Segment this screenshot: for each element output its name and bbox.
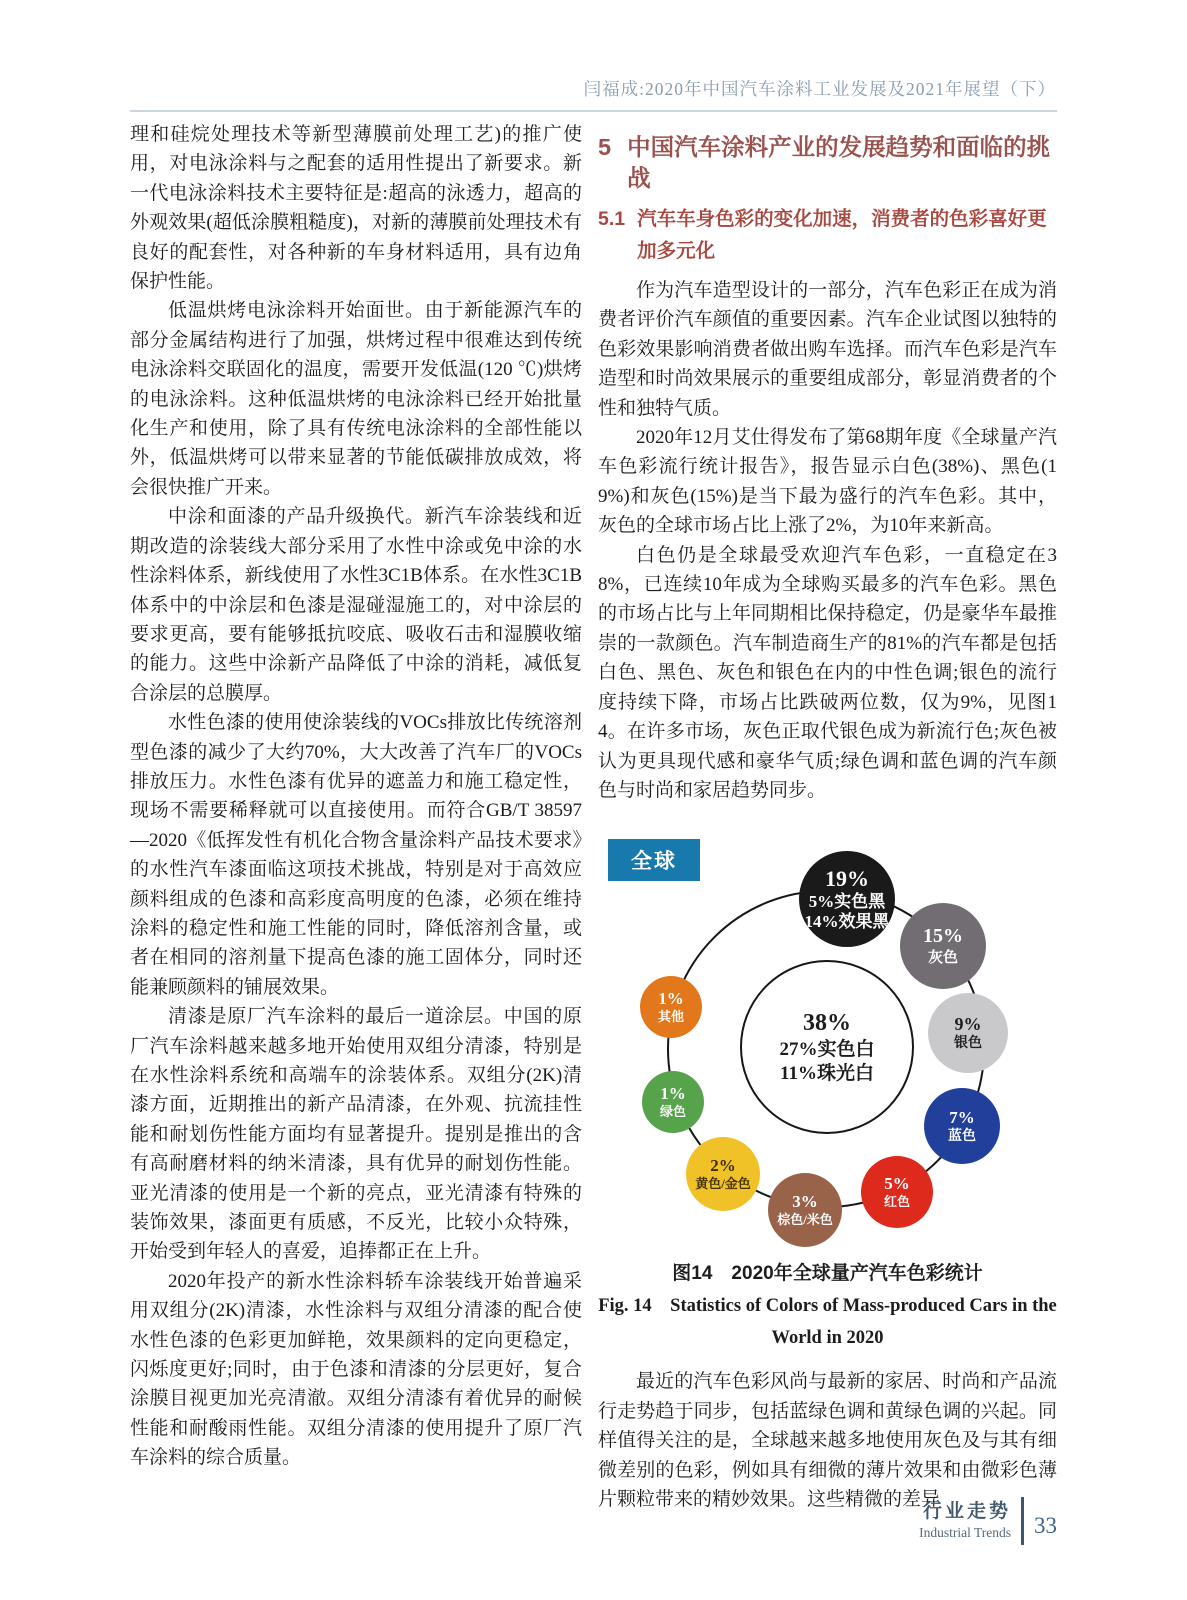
bubble-percent: 3% bbox=[792, 1192, 818, 1212]
subsection-title: 汽车车身色彩的变化加速，消费者的色彩喜好更加多元化 bbox=[637, 208, 1047, 262]
bubble-label: 14%效果黑 bbox=[804, 912, 890, 932]
page-footer bbox=[919, 1497, 1057, 1545]
page-number: 33 bbox=[1034, 1513, 1057, 1538]
paragraph: 中涂和面漆的产品升级换代。新汽车涂装线和近期改造的涂装线大部分采用了水性中涂或免中涂的水性涂料体系，新线使用了水性3C1B体系。在水性3C1B体系中的中涂层和色漆是湿碰湿施工的，对中涂层的要求更高，要有能够抵抗咬底、吸收石击和湿膜收缩的能力。这些中涂新产品降低了中涂的消耗，减低复合涂层的总膜厚。 bbox=[130, 506, 582, 704]
paragraph: 低温烘烤电泳涂料开始面世。由于新能源汽车的部分金属结构进行了加强，烘烤过程中很难达到传统电泳涂料交联固化的温度，需要开发低温(120 ℃)烘烤的电泳涂料。这种低温烘烤的电泳涂料已经开始批量化生产和使用，除了具有传统电泳涂料的全部性能以外，低温烘烤可以带来显著的节能低碳排放成效，将会很快推广开来。 bbox=[130, 300, 582, 498]
footer-section-labels bbox=[919, 1500, 1011, 1542]
subsection-number: 5.1 bbox=[598, 208, 626, 230]
left-column bbox=[130, 120, 582, 1473]
bubble-percent: 7% bbox=[949, 1107, 975, 1127]
color-bubble-3pct bbox=[768, 1173, 842, 1247]
bubble-percent: 15% bbox=[923, 925, 963, 948]
color-bubble-15pct bbox=[900, 903, 986, 989]
figure-caption-en-line2: World in 2020 bbox=[771, 1328, 884, 1349]
color-bubble-1pct bbox=[640, 976, 702, 1038]
paragraph: 2020年12月艾仕得发布了第68期年度《全球量产汽车色彩流行统计报告》，报告显示白色(38%)、黑色(19%)和灰色(15%)是当下最为盛行的汽车色彩。其中，灰色的全球市场占比上涨了2%，为10年来新高。 bbox=[598, 427, 1057, 537]
section-number: 5 bbox=[598, 134, 612, 160]
region-label-global: 全球 bbox=[608, 839, 700, 881]
paragraph: 清漆是原厂汽车涂料的最后一道涂层。中国的原厂汽车涂料越来越多地开始使用双组分清漆，特别是在水性涂料系统和高端车的涂装体系。双组分(2K)清漆方面，近期推出的新产品清漆，在外观、抗流挂性能和耐划伤性能方面均有显著提升。提别是推出的含有高耐磨材料的纳米清漆，具有优异的耐划伤性能。亚光清漆的使用是一个新的亮点，亚光清漆有特殊的装饰效果，漆面更有质感，不反光，比较小众特殊，开始受到年轻人的喜爱，追捧都正在上升。 bbox=[130, 1006, 582, 1263]
paragraph: 2020年投产的新水性涂料轿车涂装线开始普遍采用双组分(2K)清漆，水性涂料与双组分清漆的配合使水性色漆的色彩更加鲜艳，效果颜料的定向更稳定，闪烁度更好;同时，由于色漆和清漆的分层更好，复合涂膜目视更加光亮清澈。双组分清漆有着优异的耐候性能和耐酸雨性能。双组分清漆的使用提升了原厂汽车涂料的综合质量。 bbox=[130, 1270, 582, 1469]
paragraph: 水性色漆的使用使涂装线的VOCs排放比传统溶剂型色漆的减少了大约70%，大大改善了汽车厂的VOCs排放压力。水性色漆有优异的遮盖力和施工稳定性，现场不需要稀释就可以直接使用。而符合GB/T 38597—2020《低挥发性有机化合物含量涂料产品技术要求》的水性汽车漆面临这项技术挑战，特别是对于高效应颜料组成的色漆和高彩度高明度的色漆，必须在维持涂料的稳定性和施工性能的同时，降低溶剂含量，或者在相同的溶剂量下提高色漆的施工固体分，同时还能兼顾颜料的铺展效果。 bbox=[130, 712, 582, 998]
center-subline: 11%珠光白 bbox=[780, 1063, 874, 1085]
color-bubble-19pct bbox=[799, 851, 895, 947]
color-bubble-2pct bbox=[686, 1137, 760, 1211]
bubble-label: 5%实色黑 bbox=[808, 891, 886, 911]
bubble-label: 棕色/米色 bbox=[777, 1212, 833, 1228]
footer-section-en: Industrial Trends bbox=[919, 1525, 1011, 1540]
bubble-percent: 5% bbox=[884, 1174, 910, 1194]
color-bubble-5pct bbox=[861, 1156, 933, 1228]
footer-section-zh: 行业走势 bbox=[922, 1501, 1011, 1522]
color-bubble-7pct bbox=[924, 1088, 1000, 1164]
bubble-label: 灰色 bbox=[927, 949, 958, 966]
bubble-percent: 1% bbox=[658, 989, 684, 1009]
subsection-heading bbox=[598, 204, 1057, 267]
footer-divider-bar bbox=[1021, 1497, 1024, 1545]
figure-car-color-statistics bbox=[598, 825, 1057, 1253]
bubble-label: 红色 bbox=[883, 1194, 910, 1210]
center-value: 38% bbox=[803, 1010, 851, 1037]
paragraph: 作为汽车造型设计的一部分，汽车色彩正在成为消费者评价汽车颜值的重要因素。汽车企业试图以独特的色彩效果影响消费者做出购车选择。而汽车色彩是汽车造型和时尚效果展示的重要组成部分，彰显消费者的个性和独特气质。 bbox=[598, 280, 1057, 419]
figure-caption-zh: 图14 2020年全球量产汽车色彩统计 bbox=[672, 1263, 983, 1285]
color-bubble-1pct bbox=[642, 1071, 704, 1133]
bubble-label: 黄色/金色 bbox=[695, 1176, 751, 1192]
center-circle-white-38pct bbox=[740, 960, 914, 1134]
color-bubble-9pct bbox=[928, 993, 1008, 1073]
header-rule bbox=[130, 110, 1057, 112]
bubble-label: 银色 bbox=[954, 1036, 982, 1052]
running-title: 闫福成:2020年中国汽车涂料工业发展及2021年展望（下） bbox=[583, 79, 1056, 99]
bubble-percent: 2% bbox=[710, 1156, 736, 1176]
running-header bbox=[584, 76, 1056, 101]
center-subline: 27%实色白 bbox=[779, 1039, 875, 1061]
bubble-label: 其他 bbox=[657, 1009, 684, 1025]
bubble-percent: 19% bbox=[825, 865, 869, 891]
figure-caption-en-line1: Fig. 14 Statistics of Colors of Mass-produced Cars in the bbox=[598, 1296, 1057, 1317]
section-heading bbox=[598, 132, 1057, 194]
right-column bbox=[598, 120, 1057, 1514]
paragraph: 理和硅烷处理技术等新型薄膜前处理工艺)的推广使用，对电泳涂料与之配套的适用性提出了新要求。新一代电泳涂料技术主要特征是:超高的泳透力，超高的外观效果(超低涂膜粗糙度)，对新的薄膜前处理技术有良好的配套性，对各种新的车身材料适用，具有边角保护性能。 bbox=[130, 124, 582, 293]
bubble-percent: 1% bbox=[660, 1084, 686, 1104]
bubble-percent: 9% bbox=[954, 1014, 982, 1035]
figure-caption bbox=[598, 1257, 1057, 1354]
section-title: 中国汽车涂料产业的发展趋势和面临的挑战 bbox=[627, 134, 1051, 191]
paragraph: 最近的汽车色彩风尚与最新的家居、时尚和产品流行走势趋于同步，包括蓝绿色调和黄绿色调的兴起。同样值得关注的是，全球越来越多地使用灰色及与其有细微差别的色彩，例如具有细微的薄片效果和由微彩色薄片颗粒带来的精妙效果。这些精微的差异 bbox=[598, 1371, 1057, 1510]
paragraph: 白色仍是全球最受欢迎汽车色彩，一直稳定在38%，已连续10年成为全球购买最多的汽车色彩。黑色的市场占比与上年同期相比保持稳定，仍是豪华车最推崇的一款颜色。汽车制造商生产的81%的汽车都是包括白色、黑色、灰色和银色在内的中性色调;银色的流行度持续下降，市场占比跌破两位数，仅为9%，见图14。在许多市场，灰色正取代银色成为新流行色;灰色被认为更具现代感和豪华气质;绿色调和蓝色调的汽车颜色与时尚和家居趋势同步。 bbox=[598, 544, 1057, 801]
bubble-label: 蓝色 bbox=[948, 1128, 976, 1144]
bubble-label: 绿色 bbox=[659, 1104, 686, 1120]
